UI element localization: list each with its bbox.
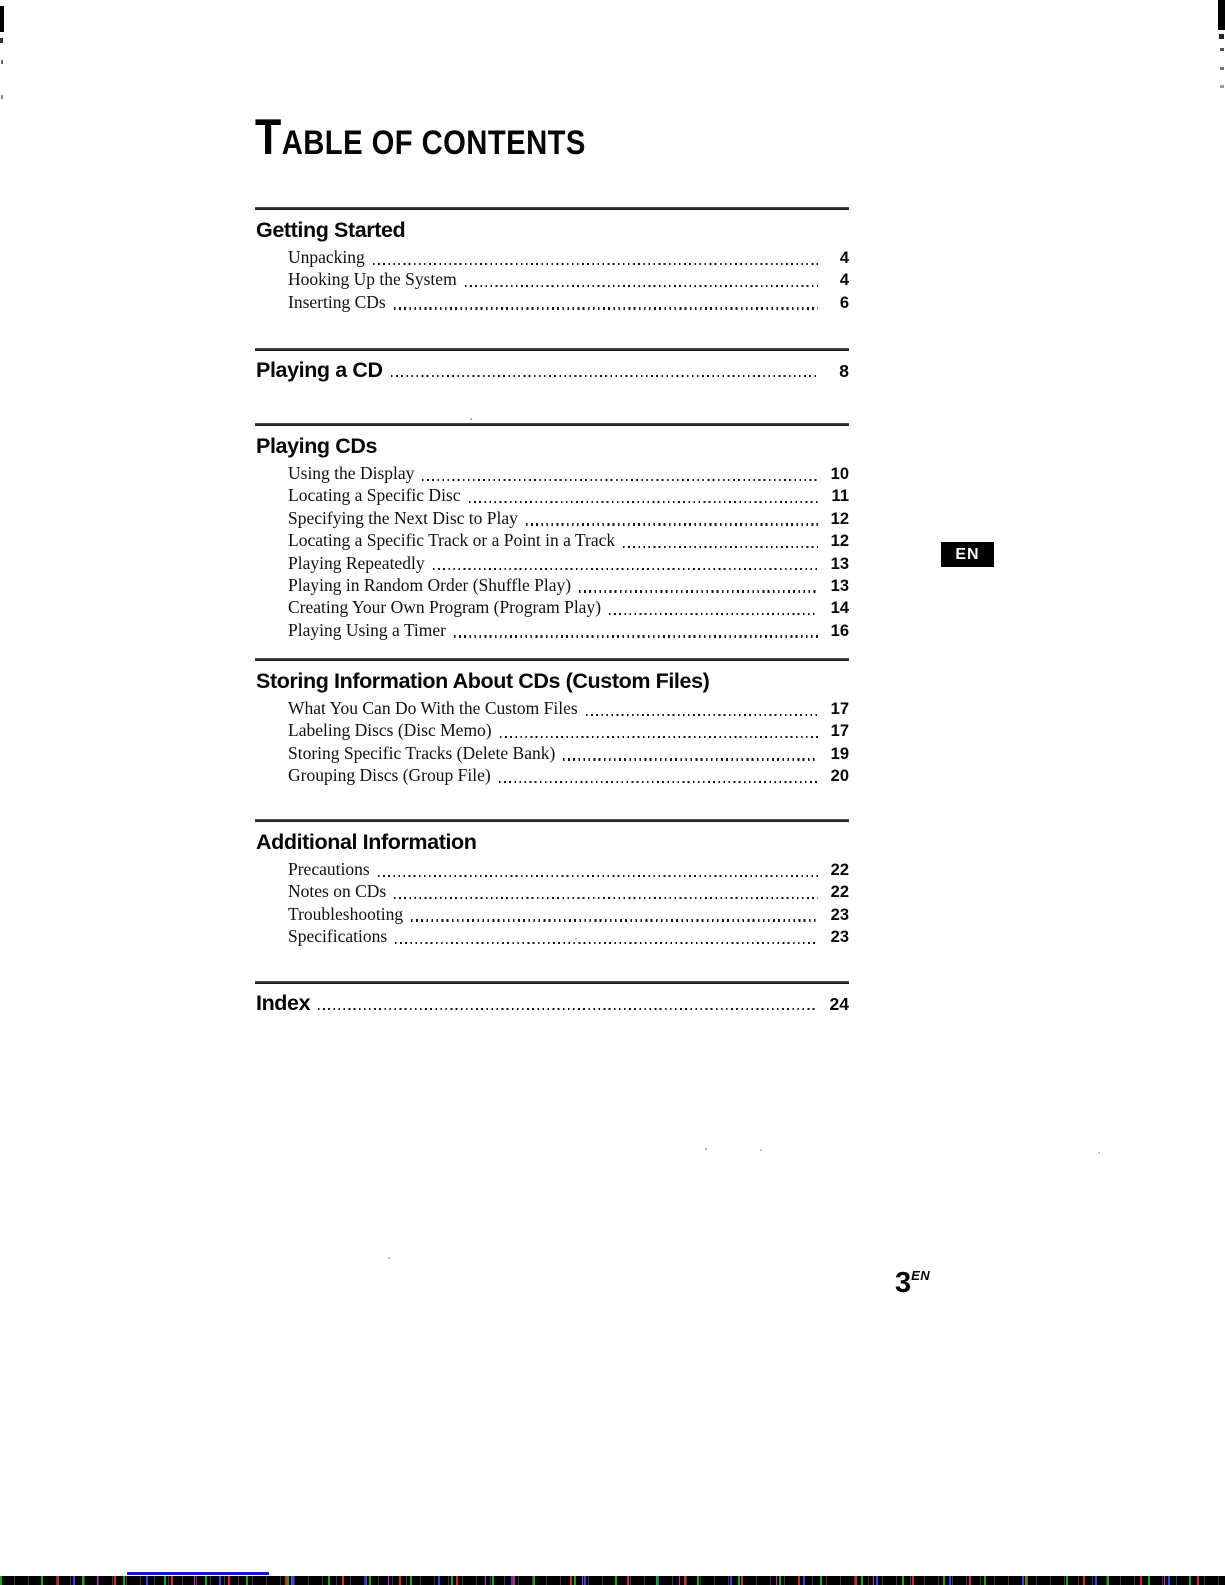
dot-leader [378, 875, 818, 877]
entry-label: Locating a Specific Disc [288, 485, 461, 506]
toc-entry [288, 743, 849, 765]
entry-page-number: 23 [830, 905, 849, 924]
entry-page-number: 19 [830, 744, 849, 763]
scan-artifact-left-tick [0, 38, 3, 43]
entry-label: Using the Display [288, 463, 415, 483]
entry-label: Storing Specific Tracks (Delete Bank) [288, 742, 556, 763]
entry-page-number: 12 [830, 509, 849, 528]
section-heading: Playing CDs [256, 434, 378, 458]
page-title-initial: T [255, 109, 282, 165]
entry-label: Specifying the Next Disc to Play [288, 507, 518, 528]
dot-leader [499, 781, 818, 783]
entry-page-number: 13 [830, 576, 849, 595]
entry-label: Specifications [288, 926, 388, 947]
toc-section-playing-cds [255, 423, 849, 642]
scan-speck [760, 1149, 762, 1151]
dot-leader [373, 263, 818, 265]
scan-artifact-left-tick [1, 60, 3, 64]
toc-entry [288, 292, 849, 314]
dot-leader [318, 1008, 818, 1010]
toc-entry [288, 620, 849, 642]
dot-leader [526, 523, 818, 525]
page-title-rest: ABLE OF CONTENTS [281, 124, 586, 162]
toc-entry [255, 357, 849, 383]
toc-entries [255, 247, 849, 314]
scan-artifact-right-tick [1220, 48, 1224, 51]
scan-artifact-bottom-band [0, 1576, 1225, 1585]
entry-label: Hooking Up the System [288, 269, 457, 290]
dot-leader [394, 307, 818, 309]
dot-leader [563, 758, 818, 760]
scan-speck [470, 418, 472, 420]
scan-artifact-right-tick [1220, 85, 1224, 88]
dot-leader [609, 613, 818, 615]
entry-page-number: 23 [830, 928, 849, 947]
entry-label: Unpacking [288, 247, 365, 267]
scan-artifact-right-tick [1219, 34, 1224, 39]
dot-leader [454, 635, 818, 637]
entry-page-number: 4 [839, 271, 849, 290]
entry-label: Creating Your Own Program (Program Play) [288, 597, 602, 618]
section-divider [255, 423, 849, 426]
scan-speck [705, 1148, 707, 1150]
entry-page-number: 12 [830, 532, 849, 551]
entry-label: Locating a Specific Track or a Point in a Track [288, 530, 616, 551]
toc-entry [288, 926, 849, 948]
entry-label: Playing in Random Order (Shuffle Play) [288, 574, 572, 595]
toc-entry [288, 720, 849, 742]
section-divider [255, 981, 849, 984]
dot-leader [433, 568, 818, 570]
toc-entry [288, 575, 849, 597]
toc-section-getting-started [255, 207, 849, 314]
dot-leader [465, 285, 818, 287]
entry-page-number: 24 [829, 994, 849, 1014]
toc-entry [288, 881, 849, 903]
dot-leader [391, 375, 818, 377]
entry-page-number: 13 [830, 554, 849, 573]
section-heading: Getting Started [256, 218, 406, 242]
entry-label: Precautions [288, 859, 370, 879]
entry-page-number: 17 [830, 722, 849, 741]
dot-leader [395, 942, 818, 944]
entry-label: Notes on CDs [288, 881, 387, 902]
entry-page-number: 6 [839, 293, 849, 312]
entry-page-number: 22 [830, 861, 849, 879]
scan-artifact-right-tick [1220, 67, 1224, 70]
entry-page-number: 4 [839, 249, 849, 267]
toc-entry [288, 530, 849, 552]
entry-page-number: 10 [830, 465, 849, 483]
toc-entry [288, 904, 849, 926]
toc-section-playing-a-cd [255, 348, 849, 383]
toc-entry [288, 597, 849, 619]
toc-entries [255, 859, 849, 949]
section-divider [255, 658, 849, 661]
scan-artifact-left-tick [1, 95, 3, 99]
toc-entries [255, 463, 849, 642]
scan-speck [388, 1257, 390, 1259]
entry-label: Grouping Discs (Group File) [288, 765, 491, 786]
footer-page-superscript: EN [911, 1268, 931, 1283]
entry-label: Labeling Discs (Disc Memo) [288, 720, 492, 741]
dot-leader [500, 736, 818, 738]
toc-entry [288, 859, 849, 881]
scan-artifact-left-bar [0, 6, 4, 32]
scan-artifact-right-bar [1218, 0, 1225, 30]
entry-page-number: 16 [830, 621, 849, 640]
scan-speck [575, 938, 577, 940]
toc-section-additional-information [255, 819, 849, 949]
toc-entry [288, 269, 849, 291]
page-title [255, 109, 586, 165]
toc-section-index [255, 981, 849, 1016]
toc-entry [288, 553, 849, 575]
footer-page-digit: 3 [895, 1267, 912, 1299]
language-badge: EN [941, 542, 994, 567]
toc-section-storing-information [255, 658, 849, 788]
toc-entry [288, 485, 849, 507]
toc-entry [255, 990, 849, 1016]
section-heading: Playing a CD [256, 358, 383, 382]
section-heading: Index [256, 991, 311, 1015]
dot-leader [394, 897, 818, 899]
entry-label: Playing Using a Timer [288, 619, 447, 640]
section-divider [255, 819, 849, 822]
entry-page-number: 11 [831, 487, 849, 506]
scan-speck [1098, 1152, 1100, 1154]
entry-page-number: 14 [830, 599, 849, 618]
toc-entry [288, 698, 849, 720]
section-divider [255, 348, 849, 351]
entry-label: What You Can Do With the Custom Files [288, 698, 578, 718]
toc-entry [288, 765, 849, 787]
dot-leader [411, 919, 818, 921]
entry-page-number: 17 [830, 700, 849, 718]
toc-entry [288, 463, 849, 485]
footer-page-number [895, 1268, 930, 1298]
dot-leader [469, 501, 818, 503]
dot-leader [586, 714, 818, 716]
entry-page-number: 22 [830, 883, 849, 902]
entry-page-number: 20 [830, 767, 849, 786]
section-heading: Additional Information [256, 830, 477, 854]
toc-entry [288, 508, 849, 530]
section-divider [255, 207, 849, 210]
dot-leader [623, 546, 818, 548]
entry-page-number: 8 [839, 361, 849, 381]
entry-label: Troubleshooting [288, 903, 404, 924]
dot-leader [422, 479, 818, 481]
entry-label: Inserting CDs [288, 291, 386, 312]
scan-artifact-blue-line [127, 1572, 269, 1575]
toc-entries [255, 698, 849, 788]
dot-leader [579, 590, 818, 592]
toc-entry [288, 247, 849, 269]
section-heading: Storing Information About CDs (Custom Files) [256, 669, 710, 693]
entry-label: Playing Repeatedly [288, 552, 425, 573]
